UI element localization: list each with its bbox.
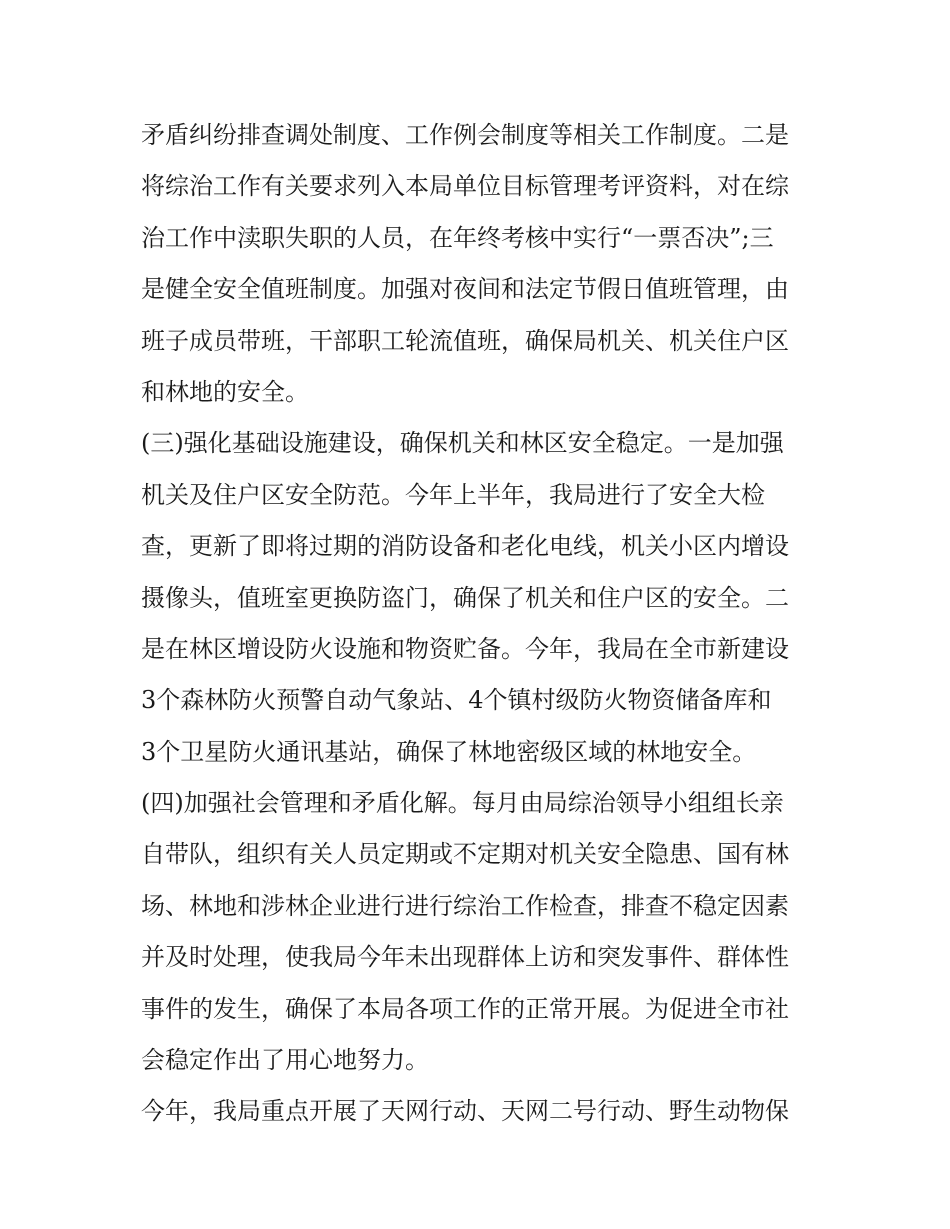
text-line: 今年，我局重点开展了天网行动、天网二号行动、野生动物保 <box>141 1097 789 1126</box>
text-line: 查，更新了即将过期的消防设备和老化电线，机关小区内增设 <box>141 532 789 561</box>
text-line: 场、林地和涉林企业进行进行综治工作检查，排查不稳定因素 <box>141 891 789 920</box>
text-line: 会稳定作出了用心地努力。 <box>141 1046 429 1075</box>
text-line: 将综治工作有关要求列入本局单位目标管理考评资料，对在综 <box>141 172 789 201</box>
text-line: 机关及住户区安全防范。今年上半年，我局进行了安全大检 <box>141 480 765 509</box>
text-line: 是健全安全值班制度。加强对夜间和法定节假日值班管理，由 <box>141 275 789 304</box>
text-line: 是在林区增设防火设施和物资贮备。今年，我局在全市新建设 <box>141 634 789 663</box>
text-line: 班子成员带班，干部职工轮流值班，确保局机关、机关住户区 <box>141 326 789 355</box>
document-body <box>141 110 821 1138</box>
text-line: 3个森林防火预警自动气象站、4个镇村级防火物资储备库和 <box>141 686 772 715</box>
text-line: 事件的发生，确保了本局各项工作的正常开展。为促进全市社 <box>141 994 789 1023</box>
text-line: 自带队，组织有关人员定期或不定期对机关安全隐患、国有林 <box>141 840 789 869</box>
text-line: (四)加强社会管理和矛盾化解。每月由局综治领导小组组长亲 <box>141 789 784 818</box>
text-line: 矛盾纠纷排查调处制度、工作例会制度等相关工作制度。二是 <box>141 121 789 149</box>
text-line: 摄像头，值班室更换防盗门，确保了机关和住户区的安全。二 <box>141 583 789 612</box>
text-line: 和林地的安全。 <box>141 377 309 406</box>
text-line: (三)强化基础设施建设，确保机关和林区安全稳定。一是加强 <box>141 429 784 458</box>
text-line: 并及时处理，使我局今年未出现群体上访和突发事件、群体性 <box>141 943 789 972</box>
text-line: 治工作中渎职失职的人员，在年终考核中实行“一票否决”;三 <box>141 223 774 252</box>
text-line: 3个卫星防火通讯基站，确保了林地密级区域的林地安全。 <box>141 737 757 766</box>
